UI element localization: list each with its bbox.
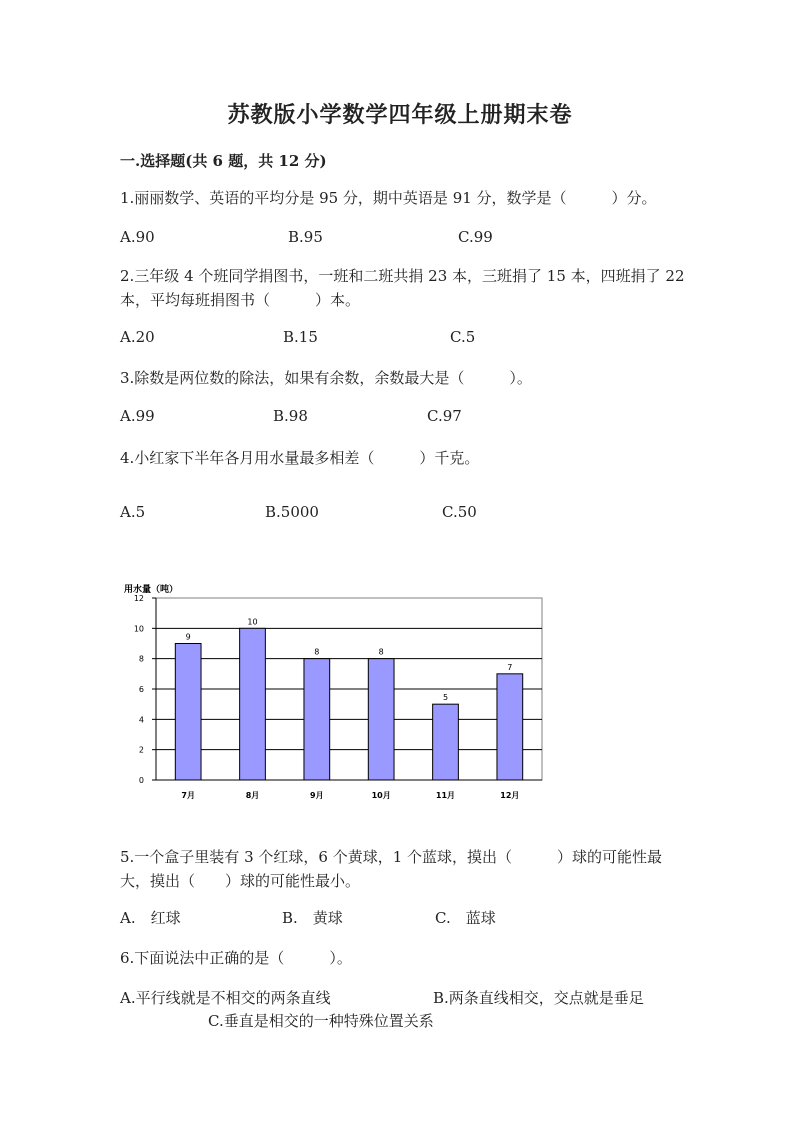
chart-x-tick-label: 10月: [371, 791, 391, 800]
question-4: 4.小红家下半年各月用水量最多相差（ ）千克。: [120, 449, 480, 467]
q2-option-a: A.20: [120, 328, 155, 346]
question-6: 6.下面说法中正确的是（ ）。: [120, 949, 352, 967]
chart-y-tick-label: 12: [133, 594, 144, 603]
chart-y-tick-label: 0: [138, 776, 144, 785]
chart-bar: [304, 659, 330, 780]
q5-option-a: A. 红球: [120, 909, 181, 927]
chart-x-tick-label: 11月: [435, 791, 456, 800]
q4-option-a: A.5: [120, 503, 146, 521]
chart-y-tick-label: 4: [138, 715, 144, 725]
question-2: 2.三年级 4 个班同学捐图书，一班和二班共捐 23 本，三班捐了 15 本，四班捐了 22 本，平均每班捐图书（ ）本。: [120, 267, 685, 309]
q4-option-c: C.50: [442, 503, 477, 521]
chart-x-tick-label: 9月: [310, 791, 324, 800]
chart-bar: [433, 704, 459, 780]
q1-option-a: A.90: [120, 228, 155, 246]
q3-option-b: B.98: [273, 407, 308, 425]
q5-option-c: C. 蓝球: [435, 909, 496, 927]
question-3: 3.除数是两位数的除法，如果有余数，余数最大是（ ）。: [120, 369, 532, 387]
chart-y-tick-label: 2: [138, 745, 144, 755]
chart-x-tick-label: 7月: [181, 791, 195, 800]
chart-data-label: 10: [247, 617, 258, 627]
section-heading: 一.选择题(共 6 题，共 12 分): [120, 152, 327, 170]
q3-option-a: A.99: [120, 407, 155, 425]
question-5: 5.一个盒子里装有 3 个红球，6 个黄球，1 个蓝球，摸出（ ）球的可能性最大，摸出（ ）球的可能性最小。: [120, 848, 663, 890]
chart-data-label: 7: [507, 662, 513, 672]
water-usage-bar-chart: [118, 578, 558, 803]
q4-option-b: B.5000: [265, 503, 319, 521]
chart-bar: [497, 674, 523, 780]
chart-bar: [240, 628, 266, 780]
q1-option-b: B.95: [288, 228, 323, 246]
q2-option-c: C.5: [450, 328, 476, 346]
chart-x-tick-label: 8月: [245, 791, 260, 800]
q5-option-b: B. 黄球: [282, 909, 343, 927]
chart-data-label: 5: [442, 693, 449, 703]
chart-x-tick-label: 12月: [500, 791, 520, 800]
q6-option-c: C.垂直是相交的一种特殊位置关系: [208, 1012, 434, 1030]
q6-option-a: A.平行线就是不相交的两条直线: [120, 989, 331, 1007]
chart-data-label: 8: [314, 647, 320, 657]
q1-option-c: C.99: [458, 228, 493, 246]
q3-option-c: C.97: [427, 407, 462, 425]
question-1: 1.丽丽数学、英语的平均分是 95 分，期中英语是 91 分，数学是（ ）分。: [120, 189, 657, 207]
chart-y-tick-label: 6: [138, 685, 144, 694]
page-title: 苏教版小学数学四年级上册期末卷: [227, 102, 573, 128]
chart-bar: [175, 644, 201, 781]
chart-bar: [368, 659, 394, 780]
chart-y-tick-label: 8: [138, 654, 144, 664]
chart-data-label: 8: [378, 647, 384, 657]
chart-data-label: 9: [185, 632, 191, 642]
q2-option-b: B.15: [283, 328, 318, 346]
chart-y-label: 用水量（吨）: [124, 585, 179, 595]
q6-option-b: B.两条直线相交，交点就是垂足: [433, 989, 644, 1007]
chart-y-tick-label: 10: [133, 624, 144, 634]
